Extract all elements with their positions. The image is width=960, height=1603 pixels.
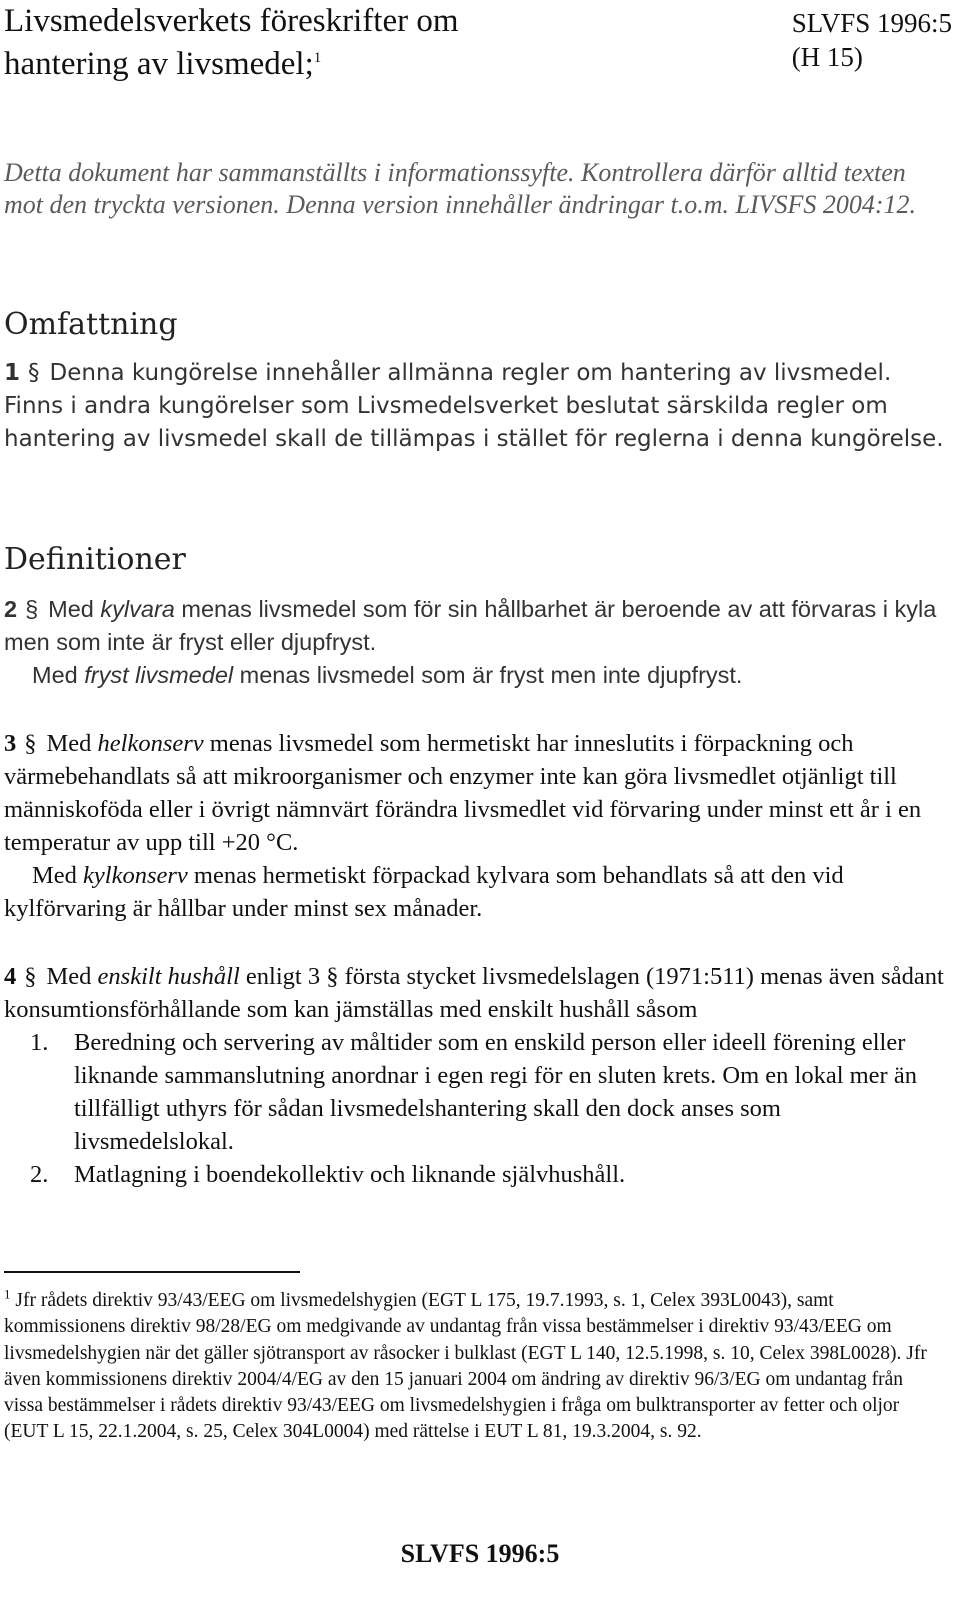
list-item-text: Matlagning i boendekollektiv och liknande självhushåll.	[74, 1161, 626, 1188]
heading-omfattning: Omfattning	[4, 307, 178, 342]
paragraph-3	[4, 727, 944, 925]
list-item-text: Beredning och servering av måltider som en enskild person eller ideell förening eller liknande sammanslutning anordnar i egen regi för en sluten krets. Om en lokal mer än tillfälligt uthyrs för sådan livsmedelshantering skall den dock anses som livsmedelslokal.	[74, 1029, 917, 1155]
paragraph-1	[4, 357, 944, 456]
paragraph-4	[4, 960, 944, 1191]
paragraph-number: 1	[4, 360, 21, 386]
footnote-text: Jfr rådets direktiv 93/43/EEG om livsmedelshygien (EGT L 175, 19.7.1993, s. 1, Celex 393L0043), samt kommissionens direktiv 98/28/EG om medgivande av undantag från vissa bestämmelser i direktiv 93/43/EEG om livsmedelshygien när det gäller sjötransport av råsocker i bulklast (EGT L 140, 12.5.1998, s. 10, Celex 398L0028). Jfr även kommissionens direktiv 2004/4/EG av den 15 januari 2004 om ändring av direktiv 96/3/EG om undantag från vissa bestämmelser i rådets direktiv 93/43/EEG om livsmedelshygien i fråga om bulktransporter av fetter och oljor (EUT L 15, 22.1.2004, s. 25, Celex 304L0004) med rättelse i EUT L 81, 19.3.2004, s. 92.	[4, 1290, 927, 1443]
section-sign: §	[24, 730, 37, 757]
text-pre: Med	[48, 596, 94, 622]
list-item	[4, 1026, 944, 1158]
section-sign: §	[25, 596, 39, 622]
paragraph-text: Denna kungörelse innehåller allmänna regler om hantering av livsmedel. Finns i andra kungörelser som Livsmedelsverket beslutat särskilda regler om hantering av livsmedel skall de tillämpas i stället för reglerna i denna kungörelse.	[4, 360, 944, 452]
text-pre: Med	[46, 963, 92, 990]
statute-number: SLVFS 1996:5	[791, 8, 952, 38]
text-post: menas livsmedel som hermetiskt har inneslutits i förpackning och värmebehandlats så att mikroorganismer och enzymer inte kan göra livsmedlet otjänligt till människoföda eller i övrigt nämnvärt förändra livsmedlet vid förvaring under minst ett år i en temperatur av upp till +20 °C.	[4, 730, 922, 856]
footnote	[4, 1288, 944, 1446]
document-title	[4, 0, 724, 86]
defined-term-kylvara: kylvara	[100, 596, 175, 622]
text-pre: Med	[46, 730, 92, 757]
text-post: menas hermetiskt förpackad kylvara som behandlats så att den vid kylförvaring är hållbar under minst sex månader.	[4, 862, 844, 922]
household-list	[4, 1026, 944, 1191]
section-sign: §	[28, 360, 40, 386]
paragraph-2	[4, 593, 944, 692]
text-pre: Med	[32, 862, 77, 889]
document-code	[792, 6, 952, 74]
paragraph-number: 4	[4, 963, 17, 990]
page-footer: SLVFS 1996:5	[400, 1539, 560, 1568]
text-post: enligt 3 § första stycket livsmedelslagen (1971:511) menas även sådant konsumtionsförhållande som kan jämställas med enskilt hushåll såsom	[4, 963, 944, 1023]
title-line-1: Livsmedelsverkets föreskrifter om	[4, 3, 459, 39]
list-marker: 1.	[30, 1029, 49, 1056]
list-item	[4, 1158, 944, 1191]
paragraph-number: 2	[4, 596, 18, 622]
section-sign: §	[24, 963, 37, 990]
heading-definitioner: Definitioner	[4, 542, 186, 577]
text-pre: Med	[32, 662, 78, 688]
text-post: menas livsmedel som är fryst men inte djupfryst.	[239, 662, 743, 688]
list-marker: 2.	[30, 1161, 49, 1188]
text-post: menas livsmedel som för sin hållbarhet är beroende av att förvaras i kyla men som inte är fryst eller djupfryst.	[4, 596, 937, 655]
title-line-2: hantering av livsmedel;	[4, 46, 314, 82]
defined-term-helkonserv: helkonserv	[97, 730, 204, 757]
paragraph-number: 3	[4, 730, 17, 757]
defined-term-fryst-livsmedel: fryst livsmedel	[84, 662, 234, 688]
document-header	[4, 0, 956, 100]
footnote-marker: 1	[4, 1286, 11, 1302]
defined-term-kylkonserv: kylkonserv	[83, 862, 188, 889]
defined-term-enskilt-hushall: enskilt hushåll	[97, 963, 240, 990]
footnote-divider	[4, 1271, 300, 1273]
statute-subcode: (H 15)	[791, 42, 863, 72]
information-notice: Detta dokument har sammanställts i informationssyfte. Kontrollera därför alltid texten mot den tryckta versionen. Denna version innehåller ändringar t.o.m. LIVSFS 2004:12.	[4, 158, 917, 219]
title-footnote-ref[interactable]: 1	[313, 50, 322, 66]
